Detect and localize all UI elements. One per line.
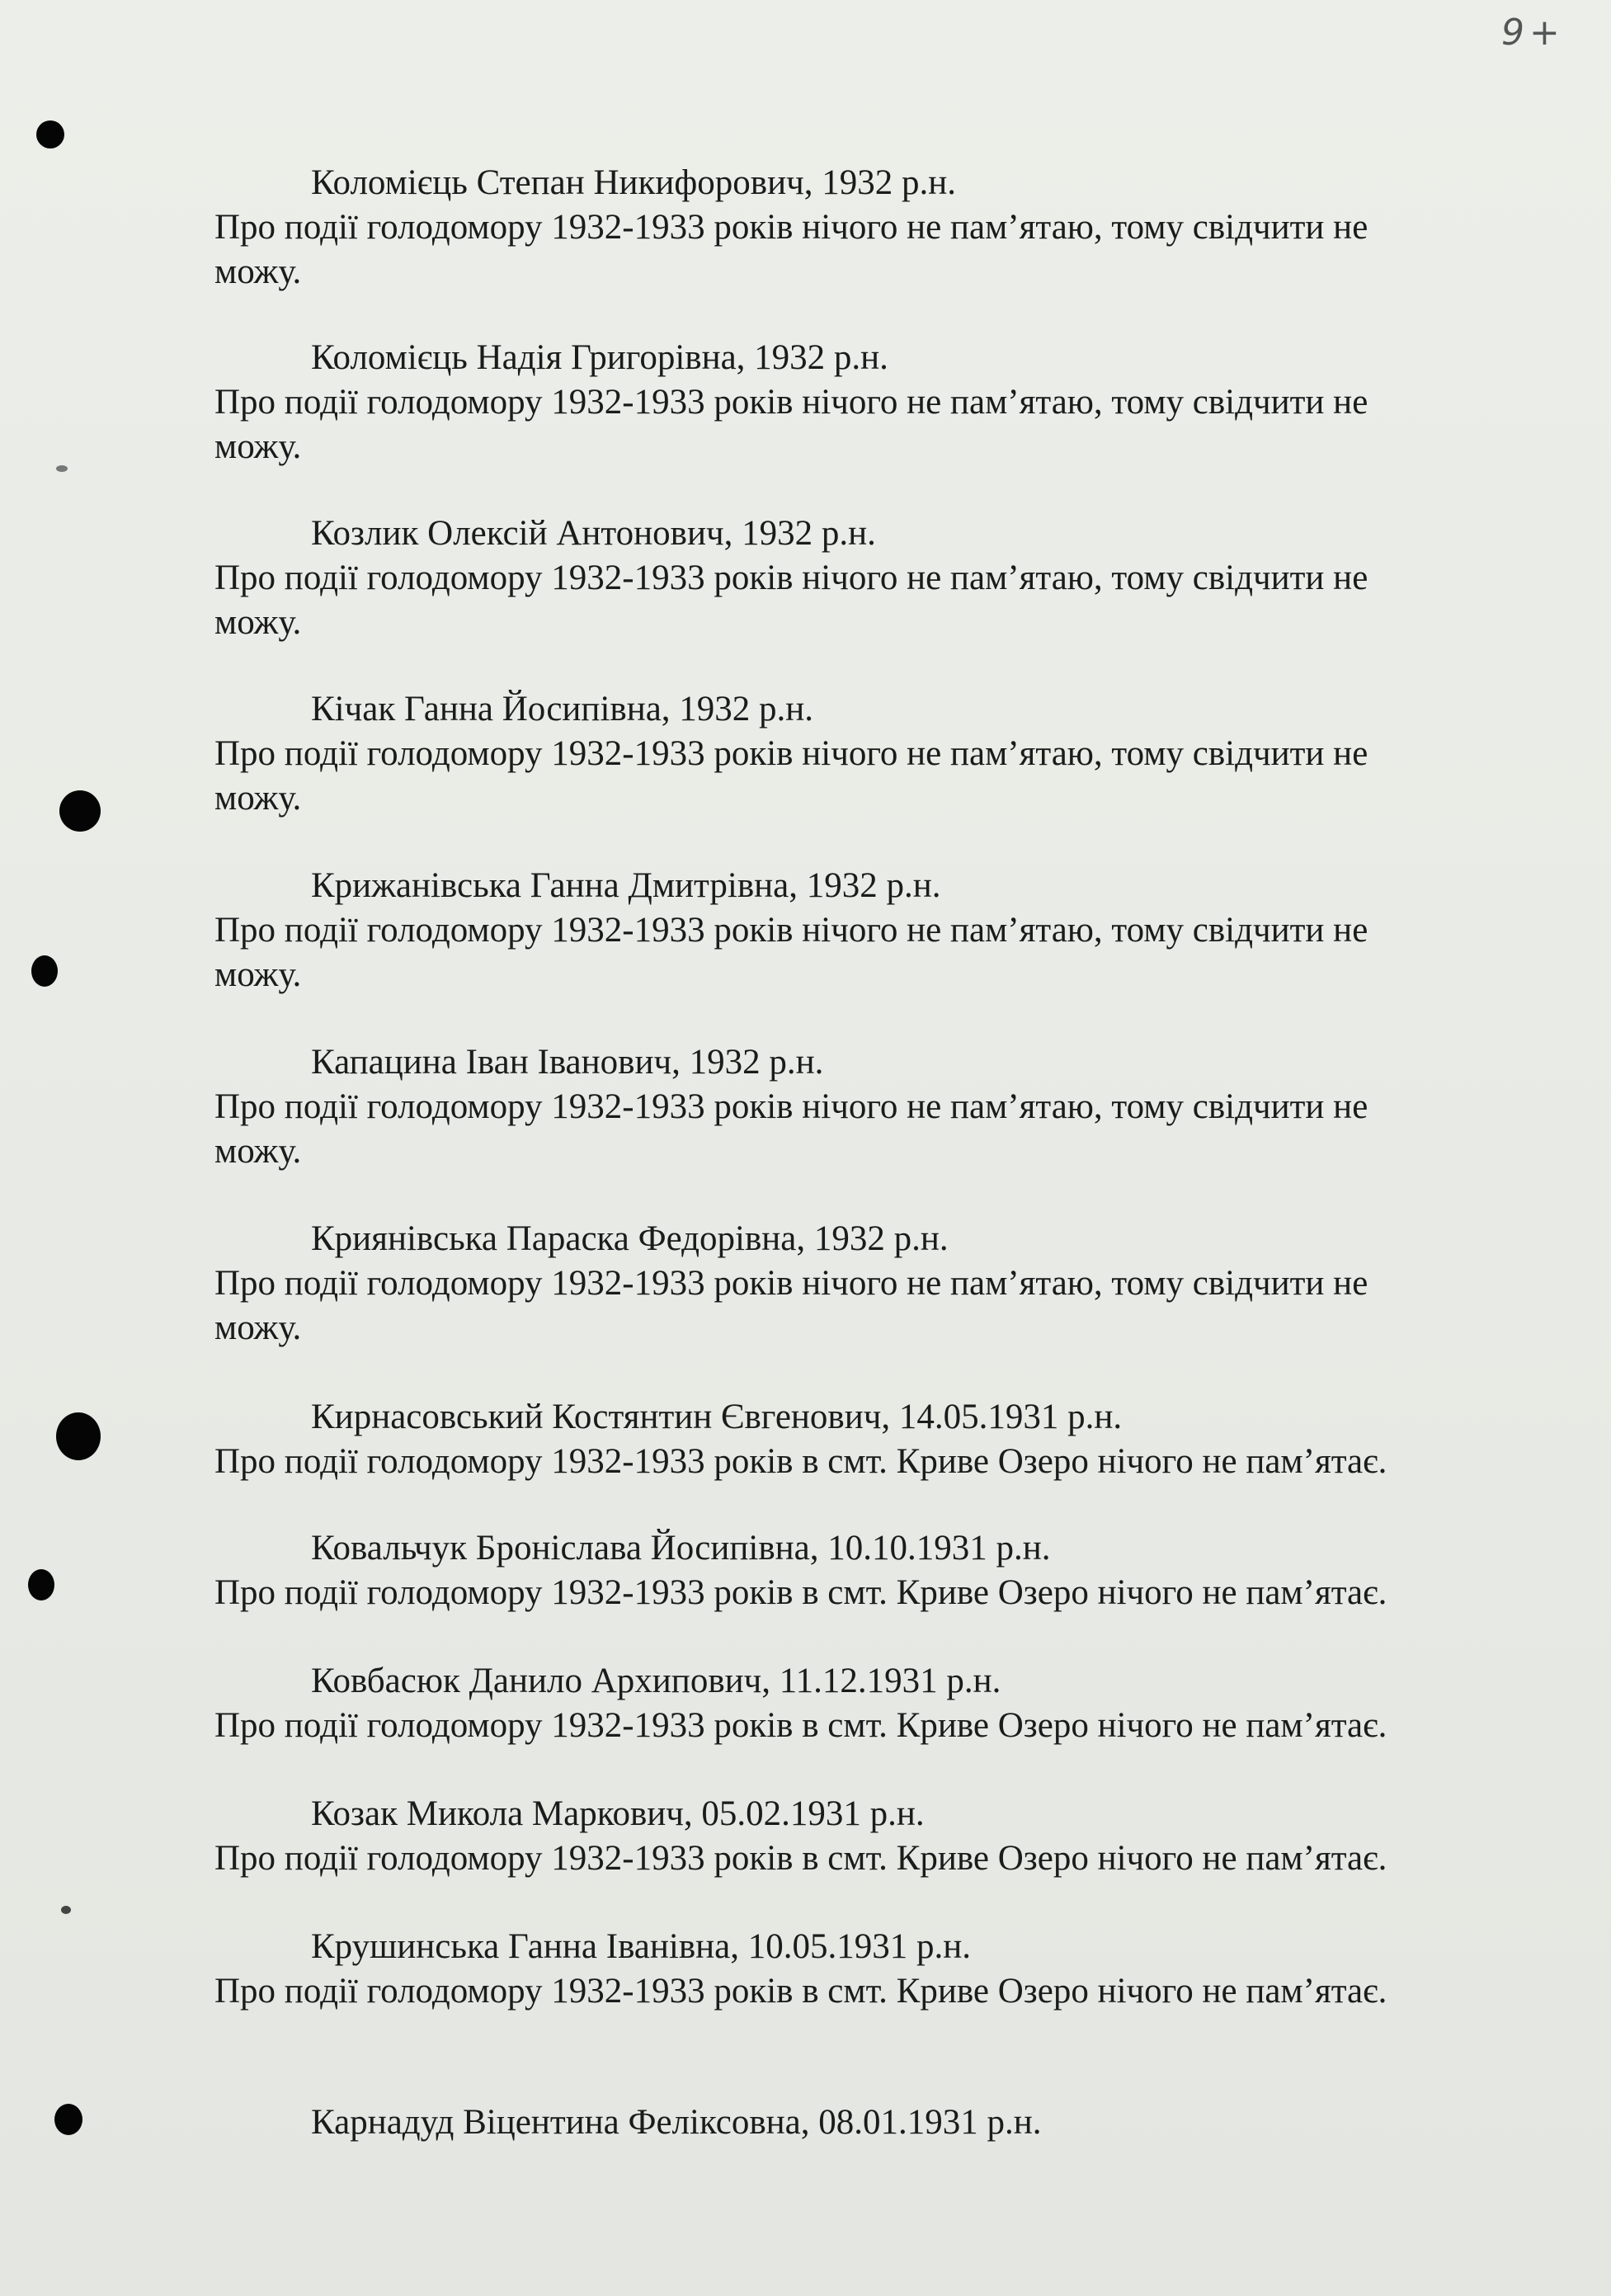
person-name: Кирнасовський Костянтин Євгенович, 14.05.1931 р.н. bbox=[311, 1398, 1123, 1436]
punch-hole bbox=[54, 2104, 82, 2135]
testimony-statement bbox=[214, 380, 1485, 469]
person-name: Криянівська Параска Федорівна, 1932 р.н. bbox=[311, 1219, 949, 1258]
punch-hole bbox=[36, 120, 64, 149]
statement-line: Про події голодомору 1932-1933 років нічого не пам’ятаю, тому свідчити не bbox=[214, 1087, 1368, 1126]
statement-line: Про події голодомору 1932-1933 років нічого не пам’ятаю, тому свідчити не bbox=[214, 911, 1368, 950]
testimony-statement bbox=[214, 205, 1485, 295]
statement-line: Про події голодомору 1932-1933 років в смт. Криве Озеро нічого не пам’ятає. bbox=[214, 1839, 1387, 1878]
person-name: Капацина Іван Іванович, 1932 р.н. bbox=[311, 1043, 824, 1082]
person-name: Ковбасюк Данило Архипович, 11.12.1931 р.н. bbox=[311, 1662, 1001, 1700]
statement-line: можу. bbox=[214, 252, 302, 291]
page-number-value: 9 bbox=[1501, 12, 1529, 54]
statement-line: Про події голодомору 1932-1933 років нічого не пам’ятаю, тому свідчити не bbox=[214, 383, 1368, 422]
person-name: Козлик Олексій Антонович, 1932 р.н. bbox=[311, 514, 876, 553]
person-name: Коломієць Надія Григорівна, 1932 р.н. bbox=[311, 338, 888, 377]
statement-line: можу. bbox=[214, 1308, 302, 1347]
statement-line: Про події голодомору 1932-1933 років нічого не пам’ятаю, тому свідчити не bbox=[214, 734, 1368, 773]
page-number-mark: + bbox=[1529, 12, 1565, 54]
punch-hole bbox=[31, 955, 58, 987]
testimony-statement bbox=[214, 1440, 1485, 1484]
statement-line: Про події голодомору 1932-1933 років в смт. Криве Озеро нічого не пам’ятає. bbox=[214, 1573, 1387, 1612]
person-name: Крушинська Ганна Іванівна, 10.05.1931 р.н. bbox=[311, 1927, 972, 1966]
punch-hole bbox=[59, 790, 101, 832]
testimony-statement bbox=[214, 1571, 1485, 1615]
statement-line: Про події голодомору 1932-1933 років нічого не пам’ятаю, тому свідчити не bbox=[214, 1264, 1368, 1303]
page-number bbox=[1501, 12, 1565, 54]
person-name: Козак Микола Маркович, 05.02.1931 р.н. bbox=[311, 1794, 925, 1833]
statement-line: можу. bbox=[214, 955, 302, 994]
statement-line: можу. bbox=[214, 603, 302, 642]
testimony-statement bbox=[214, 908, 1485, 997]
punch-hole bbox=[61, 1906, 71, 1914]
statement-line: можу. bbox=[214, 1132, 302, 1171]
person-name: Крижанівська Ганна Дмитрівна, 1932 р.н. bbox=[311, 866, 941, 905]
testimony-statement bbox=[214, 732, 1485, 821]
testimony-statement bbox=[214, 1085, 1485, 1174]
statement-line: Про події голодомору 1932-1933 років в смт. Криве Озеро нічого не пам’ятає. bbox=[214, 1442, 1387, 1481]
person-name: Карнадуд Віцентина Феліксовна, 08.01.1931 р.н. bbox=[311, 2103, 1042, 2142]
statement-line: Про події голодомору 1932-1933 років нічого не пам’ятаю, тому свідчити не bbox=[214, 559, 1368, 597]
testimony-statement bbox=[214, 556, 1485, 645]
testimony-statement bbox=[214, 1969, 1485, 2014]
person-name: Ковальчук Броніслава Йосипівна, 10.10.1931 р.н. bbox=[311, 1529, 1051, 1568]
statement-line: Про події голодомору 1932-1933 років в смт. Криве Озеро нічого не пам’ятає. bbox=[214, 1706, 1387, 1745]
statement-line: Про події голодомору 1932-1933 років нічого не пам’ятаю, тому свідчити не bbox=[214, 208, 1368, 247]
testimony-statement bbox=[214, 1261, 1485, 1351]
statement-line: можу. bbox=[214, 427, 302, 466]
person-name: Коломієць Степан Никифорович, 1932 р.н. bbox=[311, 163, 956, 202]
statement-line: Про події голодомору 1932-1933 років в смт. Криве Озеро нічого не пам’ятає. bbox=[214, 1972, 1387, 2011]
punch-hole bbox=[56, 465, 68, 472]
person-name: Кічак Ганна Йосипівна, 1932 р.н. bbox=[311, 690, 814, 728]
testimony-statement bbox=[214, 1704, 1485, 1748]
statement-line: можу. bbox=[214, 779, 302, 818]
punch-hole bbox=[28, 1569, 54, 1601]
punch-hole bbox=[56, 1412, 101, 1460]
testimony-statement bbox=[214, 1836, 1485, 1881]
